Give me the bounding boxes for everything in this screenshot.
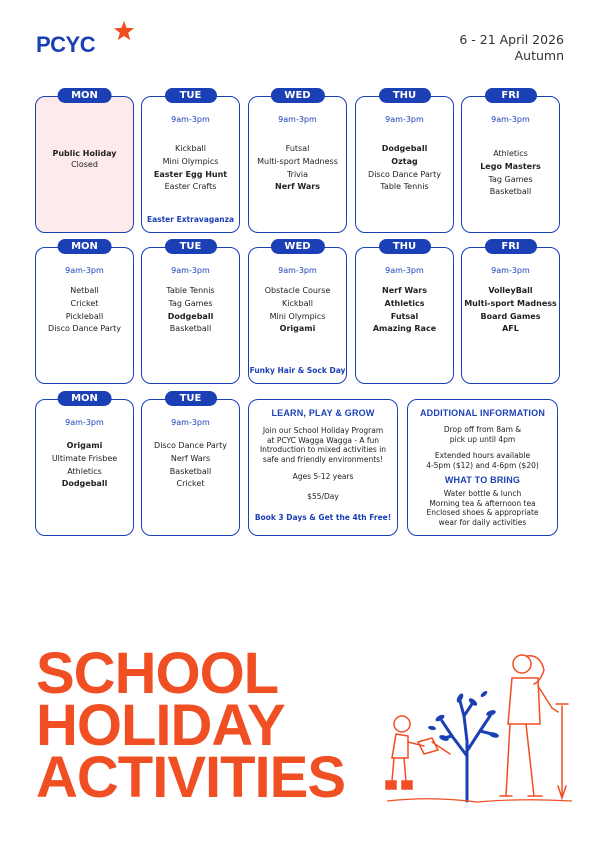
day-card-w2-tue [141, 241, 240, 384]
activity: Futsal [390, 311, 419, 321]
day-card-w1-fri [461, 90, 560, 233]
day-card-w1-wed [248, 90, 347, 233]
day-pill: TUE [165, 239, 217, 254]
day-card-w3-tue [141, 393, 240, 536]
title-line: HOLIDAY [36, 693, 285, 758]
learn-play-grow-panel [248, 399, 398, 536]
activity-list [249, 285, 346, 336]
bring-item: Water bottle & lunch [443, 489, 522, 498]
activity: Athletics [67, 466, 102, 476]
activity: Futsal [285, 144, 310, 153]
session-time: 9am-3pm [171, 418, 210, 427]
day-pill: THU [379, 239, 431, 254]
price: $55/Day [307, 491, 339, 501]
activity: Trivia [286, 169, 309, 179]
info-line: pick up until 4pm [449, 434, 516, 444]
age-range: Ages 5-12 years [292, 472, 354, 481]
activity: Basketball [169, 324, 212, 334]
activity-list [36, 285, 133, 336]
activity: Dodgeball [61, 479, 108, 489]
day-pill: WED [270, 239, 324, 254]
activity: Nerf Wars [382, 286, 427, 295]
activity: Nerf Wars [170, 453, 211, 463]
activity: Nerf Wars [275, 182, 320, 192]
session-time: 9am-3pm [65, 418, 104, 427]
intro-line: safe and friendly environments! [262, 454, 384, 464]
day-card-w2-fri [461, 241, 560, 384]
session-time: 9am-3pm [171, 115, 210, 124]
bring-item: Morning tea & afternoon tea [429, 498, 536, 508]
activity: Multi-sport Madness [464, 298, 557, 308]
day-card-w1-tue [141, 90, 240, 233]
day-pill: MON [57, 239, 112, 254]
activity: Kickball [282, 298, 313, 308]
activity: Origami [279, 324, 316, 334]
activity: Basketball [489, 187, 532, 197]
activity-list [142, 143, 239, 194]
info-line: 4-5pm ($12) and 4-6pm ($20) [426, 460, 539, 470]
activity: AFL [502, 324, 519, 334]
session-time: 9am-3pm [278, 266, 317, 275]
day-pill: MON [57, 88, 112, 103]
day-card-w1-mon [35, 90, 134, 233]
day-card-w2-thu [355, 241, 454, 384]
intro-line: at PCYC Wagga Wagga - A fun [266, 435, 380, 445]
activity: Basketball [169, 466, 212, 476]
activity: Board Games [480, 311, 541, 321]
activity-list [249, 143, 346, 194]
activity-list [142, 285, 239, 336]
poster-title [36, 641, 346, 810]
activity: Dodgeball [381, 144, 428, 153]
day-card-w3-mon [35, 393, 134, 536]
activity: Athletics [384, 298, 425, 308]
activity-list [462, 148, 559, 199]
session-time: 9am-3pm [171, 266, 210, 275]
panel-heading: LEARN, PLAY & GROW [271, 408, 375, 418]
activity: Ultimate Frisbee [51, 453, 118, 463]
intro-line: Join our School Holiday Program [262, 426, 384, 435]
info-line: Drop off from 8am & [443, 425, 522, 434]
activity-list [36, 148, 133, 170]
activity: Dodgeball [167, 311, 214, 321]
logo-text: PCYC [36, 32, 96, 57]
bring-item: wear for daily activities [438, 517, 527, 527]
panel-heading: ADDITIONAL INFORMATION [419, 408, 546, 418]
activity: Mini Olympics [269, 311, 326, 321]
activity: Closed [71, 160, 98, 169]
additional-info-panel [407, 399, 558, 536]
session-time: 9am-3pm [385, 266, 424, 275]
day-pill: TUE [165, 391, 217, 406]
activity: Origami [66, 441, 103, 450]
day-pill: THU [379, 88, 431, 103]
session-time: 9am-3pm [491, 266, 530, 275]
day-card-w2-wed [248, 241, 347, 384]
activity: Disco Dance Party [48, 324, 121, 334]
activity: Amazing Race [372, 324, 437, 334]
date-range [459, 32, 564, 64]
title-line: SCHOOL [36, 641, 279, 706]
activity: Easter Crafts [164, 182, 217, 192]
activity-list [356, 143, 453, 194]
session-time: 9am-3pm [65, 266, 104, 275]
activity: Disco Dance Party [368, 169, 441, 179]
session-time: 9am-3pm [491, 115, 530, 124]
activity: Obstacle Course [264, 286, 331, 295]
info-line: Extended hours available [434, 451, 531, 460]
day-pill: MON [57, 391, 112, 406]
season-text: Autumn [514, 48, 564, 63]
activity: Cricket [70, 298, 99, 308]
activity: Cricket [176, 479, 205, 489]
theme-day-label: Easter Extravaganza [146, 215, 235, 224]
day-pill: FRI [485, 239, 537, 254]
activity: Mini Olympics [162, 156, 219, 166]
day-pill: WED [270, 88, 324, 103]
activity: Disco Dance Party [154, 441, 227, 450]
activity: Oztag [391, 156, 418, 166]
pcyc-logo [36, 20, 136, 60]
star-icon [113, 20, 135, 42]
session-time: 9am-3pm [385, 115, 424, 124]
day-pill: TUE [165, 88, 217, 103]
activity: Tag Games [488, 174, 533, 184]
theme-day-label: Funky Hair & Sock Day [249, 366, 346, 375]
bring-item: Enclosed shoes & appropriate [426, 508, 539, 517]
session-time: 9am-3pm [278, 115, 317, 124]
day-pill: FRI [485, 88, 537, 103]
activity: Tag Games [168, 298, 213, 308]
activity-list [462, 285, 559, 336]
intro-line: Introduction to mixed activities in [259, 445, 387, 454]
activity: Lego Masters [480, 161, 541, 171]
what-to-bring-heading: WHAT TO BRING [444, 475, 521, 485]
activity-list [36, 440, 133, 491]
title-line: ACTIVITIES [36, 745, 346, 810]
gardening-illustration [372, 646, 582, 811]
day-card-w1-thu [355, 90, 454, 233]
activity: Netball [70, 286, 99, 295]
activity: Pickleball [65, 311, 104, 321]
activity: Easter Egg Hunt [153, 169, 228, 179]
activity: Public Holiday [52, 149, 117, 158]
activity: Multi-sport Madness [257, 156, 338, 166]
activity-list [142, 440, 239, 491]
activity: Table Tennis [380, 182, 429, 192]
activity: Athletics [493, 149, 528, 158]
activity: Table Tennis [166, 286, 215, 295]
day-card-w2-mon [35, 241, 134, 384]
activity: VolleyBall [488, 286, 533, 295]
date-text: 6 - 21 April 2026 [459, 32, 564, 47]
activity: Kickball [175, 144, 206, 153]
activity-list [356, 285, 453, 336]
booking-offer: Book 3 Days & Get the 4th Free! [254, 513, 392, 522]
